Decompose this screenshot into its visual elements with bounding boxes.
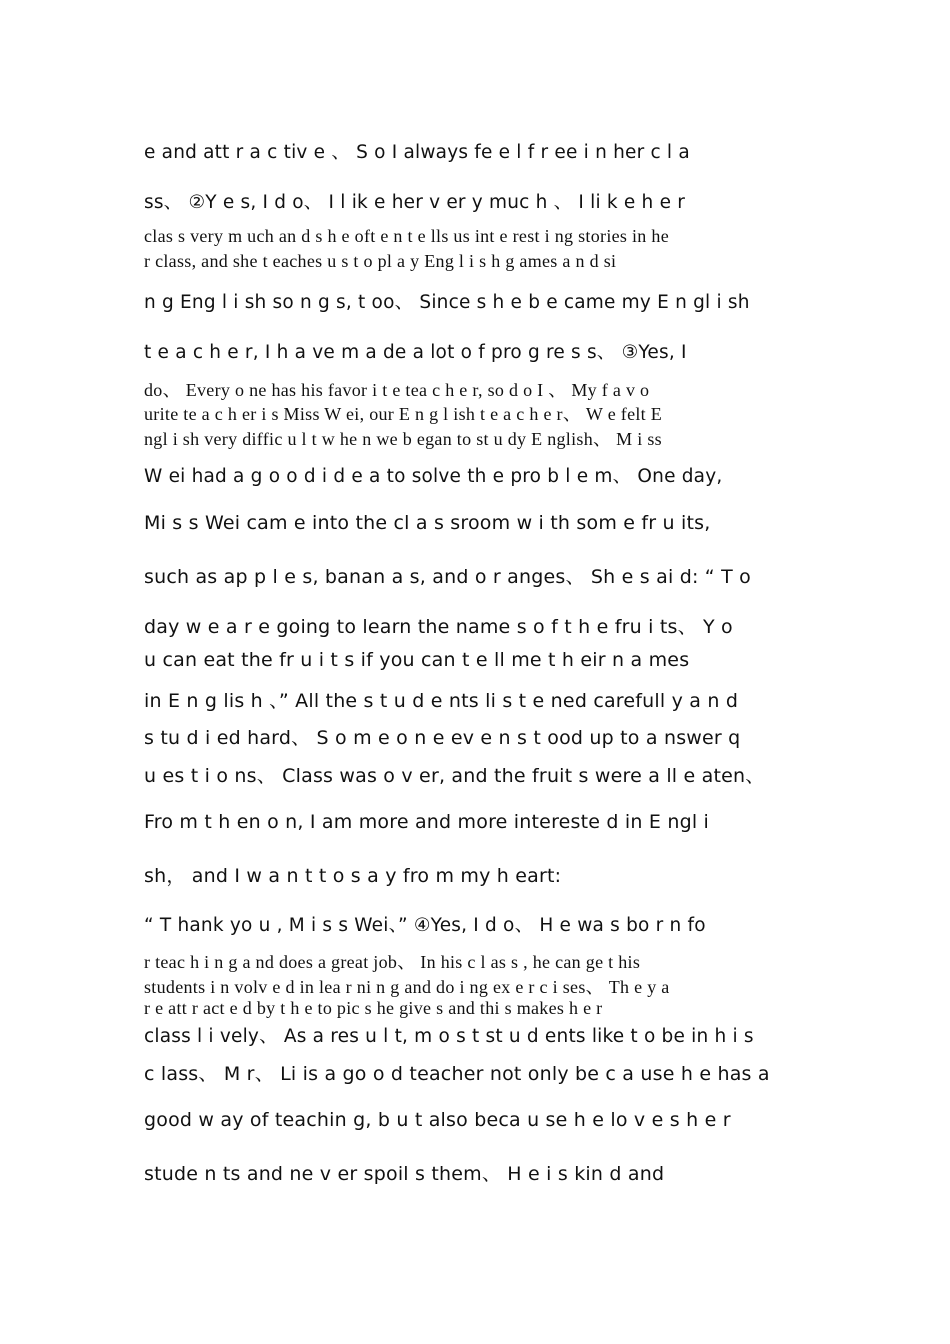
text-line: such as ap p l e s, banan a s, and o r anges、 Sh e s ai d: “ T o: [144, 566, 751, 588]
text-line: do、 Every o ne has his favor i t e tea c h e r, so d o I 、 My f a v o: [144, 380, 650, 400]
text-line: s tu d i ed hard、 S o m e o n e ev e n s t ood up to a nswer q: [144, 727, 741, 749]
text-line: urite te a c h er i s Miss W ei, our E n g l ish t e a c h e r、 W e felt E: [144, 404, 663, 424]
text-line: r e att r act e d by t h e to pic s he give s and thi s makes h e r: [144, 998, 603, 1018]
text-line: W ei had a g o o d i d e a to solve th e pro b l e m、 One day,: [144, 466, 723, 487]
text-line: n g Eng l i sh so n g s, t oo、 Since s h e b e came my E n gl i sh: [144, 292, 750, 313]
text-line: c lass、 M r、 Li is a go o d teacher not only be c a use h e has a: [144, 1063, 770, 1085]
text-line: r class, and she t eaches u s t o pl a y Eng l i s h g ames a n d si: [144, 251, 617, 271]
text-line: clas s very m uch an d s h e oft e n t e lls us int e rest i ng stories in he: [144, 226, 669, 246]
text-line: good w ay of teachin g, b u t also beca u se h e lo v e s h e r: [144, 1109, 731, 1131]
text-line: day w e a r e going to learn the name s o f t h e fru i ts、 Y o: [144, 616, 733, 638]
text-line: t e a c h e r, I h a ve m a de a lot o f pro g re s s、 ③Yes, I: [144, 342, 687, 363]
text-line: Mi s s Wei cam e into the cl a s sroom w i th som e fr u its,: [144, 512, 711, 534]
text-line: Fro m t h en o n, I am more and more intereste d in E ngl i: [144, 811, 710, 833]
text-line: u can eat the fr u i t s if you can t e ll me t h eir n a mes: [144, 649, 690, 671]
text-line: “ T hank yo u , M i s s Wei、” ④Yes, I d o、 H e wa s bo r n fo: [144, 915, 706, 936]
text-line: sh， and I w a n t t o s a y fro m my h eart:: [144, 865, 562, 887]
text-line: in E n g lis h 、” All the s t u d e nts li s t e ned carefull y a n d: [144, 690, 739, 712]
text-line: r teac h i n g a nd does a great job、 In his c l as s , he can ge t his: [144, 952, 641, 972]
text-line: e and att r a c tiv e 、 S o I always fe e l f r ee i n her c l a: [144, 142, 690, 163]
text-line: stude n ts and ne v er spoil s them、 H e i s kin d and: [144, 1163, 665, 1185]
text-line: students i n volv e d in lea r ni n g and do i ng ex e r c i ses、 Th e y a: [144, 977, 670, 997]
text-line: ss、 ②Y e s, I d o、 I l ik e her v er y muc h 、 I li k e h e r: [144, 192, 686, 213]
text-line: class l i vely、 As a res u l t, m o s t st u d ents like t o be in h i s: [144, 1026, 754, 1047]
text-line: u es t i o ns、 Class was o v er, and the fruit s were a ll e aten、: [144, 765, 765, 787]
text-line: ngl i sh very diffic u l t w he n we b egan to st u dy E nglish、 M i ss: [144, 429, 662, 449]
